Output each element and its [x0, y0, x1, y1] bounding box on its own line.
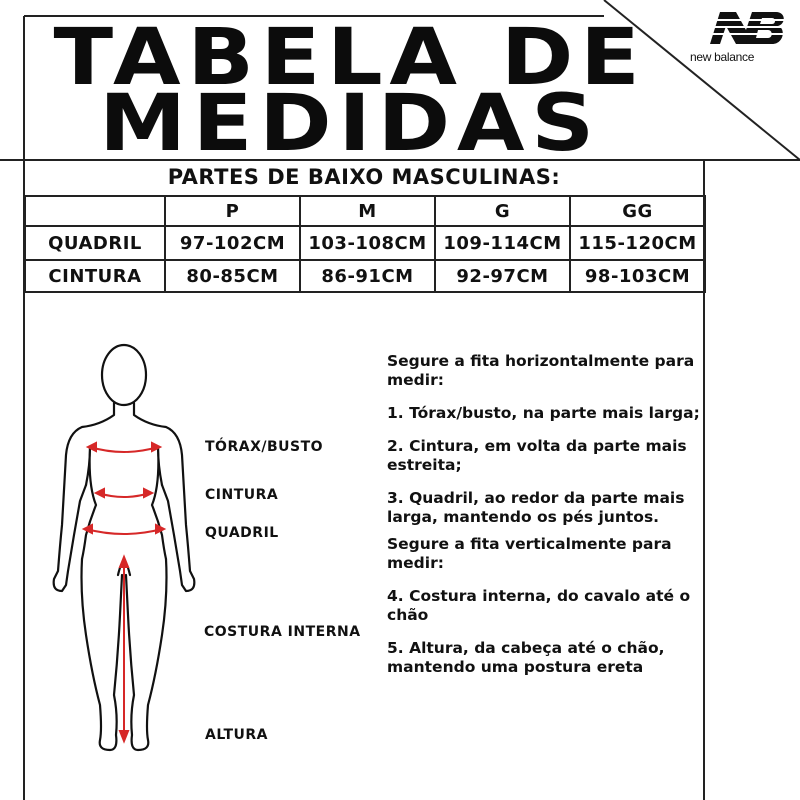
table-row: [25, 226, 705, 260]
body-figure: [40, 335, 210, 775]
table-cell: 109-114CM: [435, 226, 570, 260]
instruction-step-5: 5. Altura, da cabeça até o chão, mantendo uma postura ereta: [387, 639, 665, 676]
column-header: M: [300, 196, 435, 226]
table-subtitle: PARTES DE BAIXO MASCULINAS:: [167, 165, 561, 189]
instruction-step-3: 3. Quadril, ao redor da parte mais larga, mantendo os pés juntos.: [387, 489, 685, 526]
table-header-row: [25, 196, 705, 226]
column-header: G: [435, 196, 570, 226]
label-altura: ALTURA: [205, 727, 268, 743]
table-corner-cell: [25, 196, 165, 226]
nb-logo-icon: [706, 8, 786, 48]
column-header: GG: [570, 196, 705, 226]
table-cell: 80-85CM: [165, 260, 300, 292]
table-cell: 103-108CM: [300, 226, 435, 260]
table-cell: 92-97CM: [435, 260, 570, 292]
title-line-1: TABELA DE: [53, 13, 647, 103]
instruction-intro-horizontal: Segure a fita horizontalmente para medir:: [387, 352, 695, 389]
size-table: [24, 195, 706, 293]
brand-name: new balance: [690, 50, 755, 64]
table-cell: 115-120CM: [570, 226, 705, 260]
brand-logo: [706, 8, 786, 52]
label-costura: COSTURA INTERNA: [204, 624, 361, 640]
table-cell: 98-103CM: [570, 260, 705, 292]
table-cell: 86-91CM: [300, 260, 435, 292]
table-cell: 97-102CM: [165, 226, 300, 260]
instruction-intro-vertical: Segure a fita verticalmente para medir:: [387, 535, 672, 572]
column-header: P: [165, 196, 300, 226]
instruction-step-1: 1. Tórax/busto, na parte mais larga;: [387, 404, 700, 422]
title-line-2: MEDIDAS: [99, 79, 601, 169]
table-row: [25, 260, 705, 292]
row-label: QUADRIL: [25, 226, 165, 260]
label-cintura: CINTURA: [205, 487, 279, 503]
row-label: CINTURA: [25, 260, 165, 292]
instructions: [387, 352, 707, 691]
label-torax: TÓRAX/BUSTO: [205, 439, 324, 455]
instruction-step-2: 2. Cintura, em volta da parte mais estreita;: [387, 437, 687, 474]
instruction-step-4: 4. Costura interna, do cavalo até o chão: [387, 587, 691, 624]
label-quadril: QUADRIL: [205, 525, 279, 541]
